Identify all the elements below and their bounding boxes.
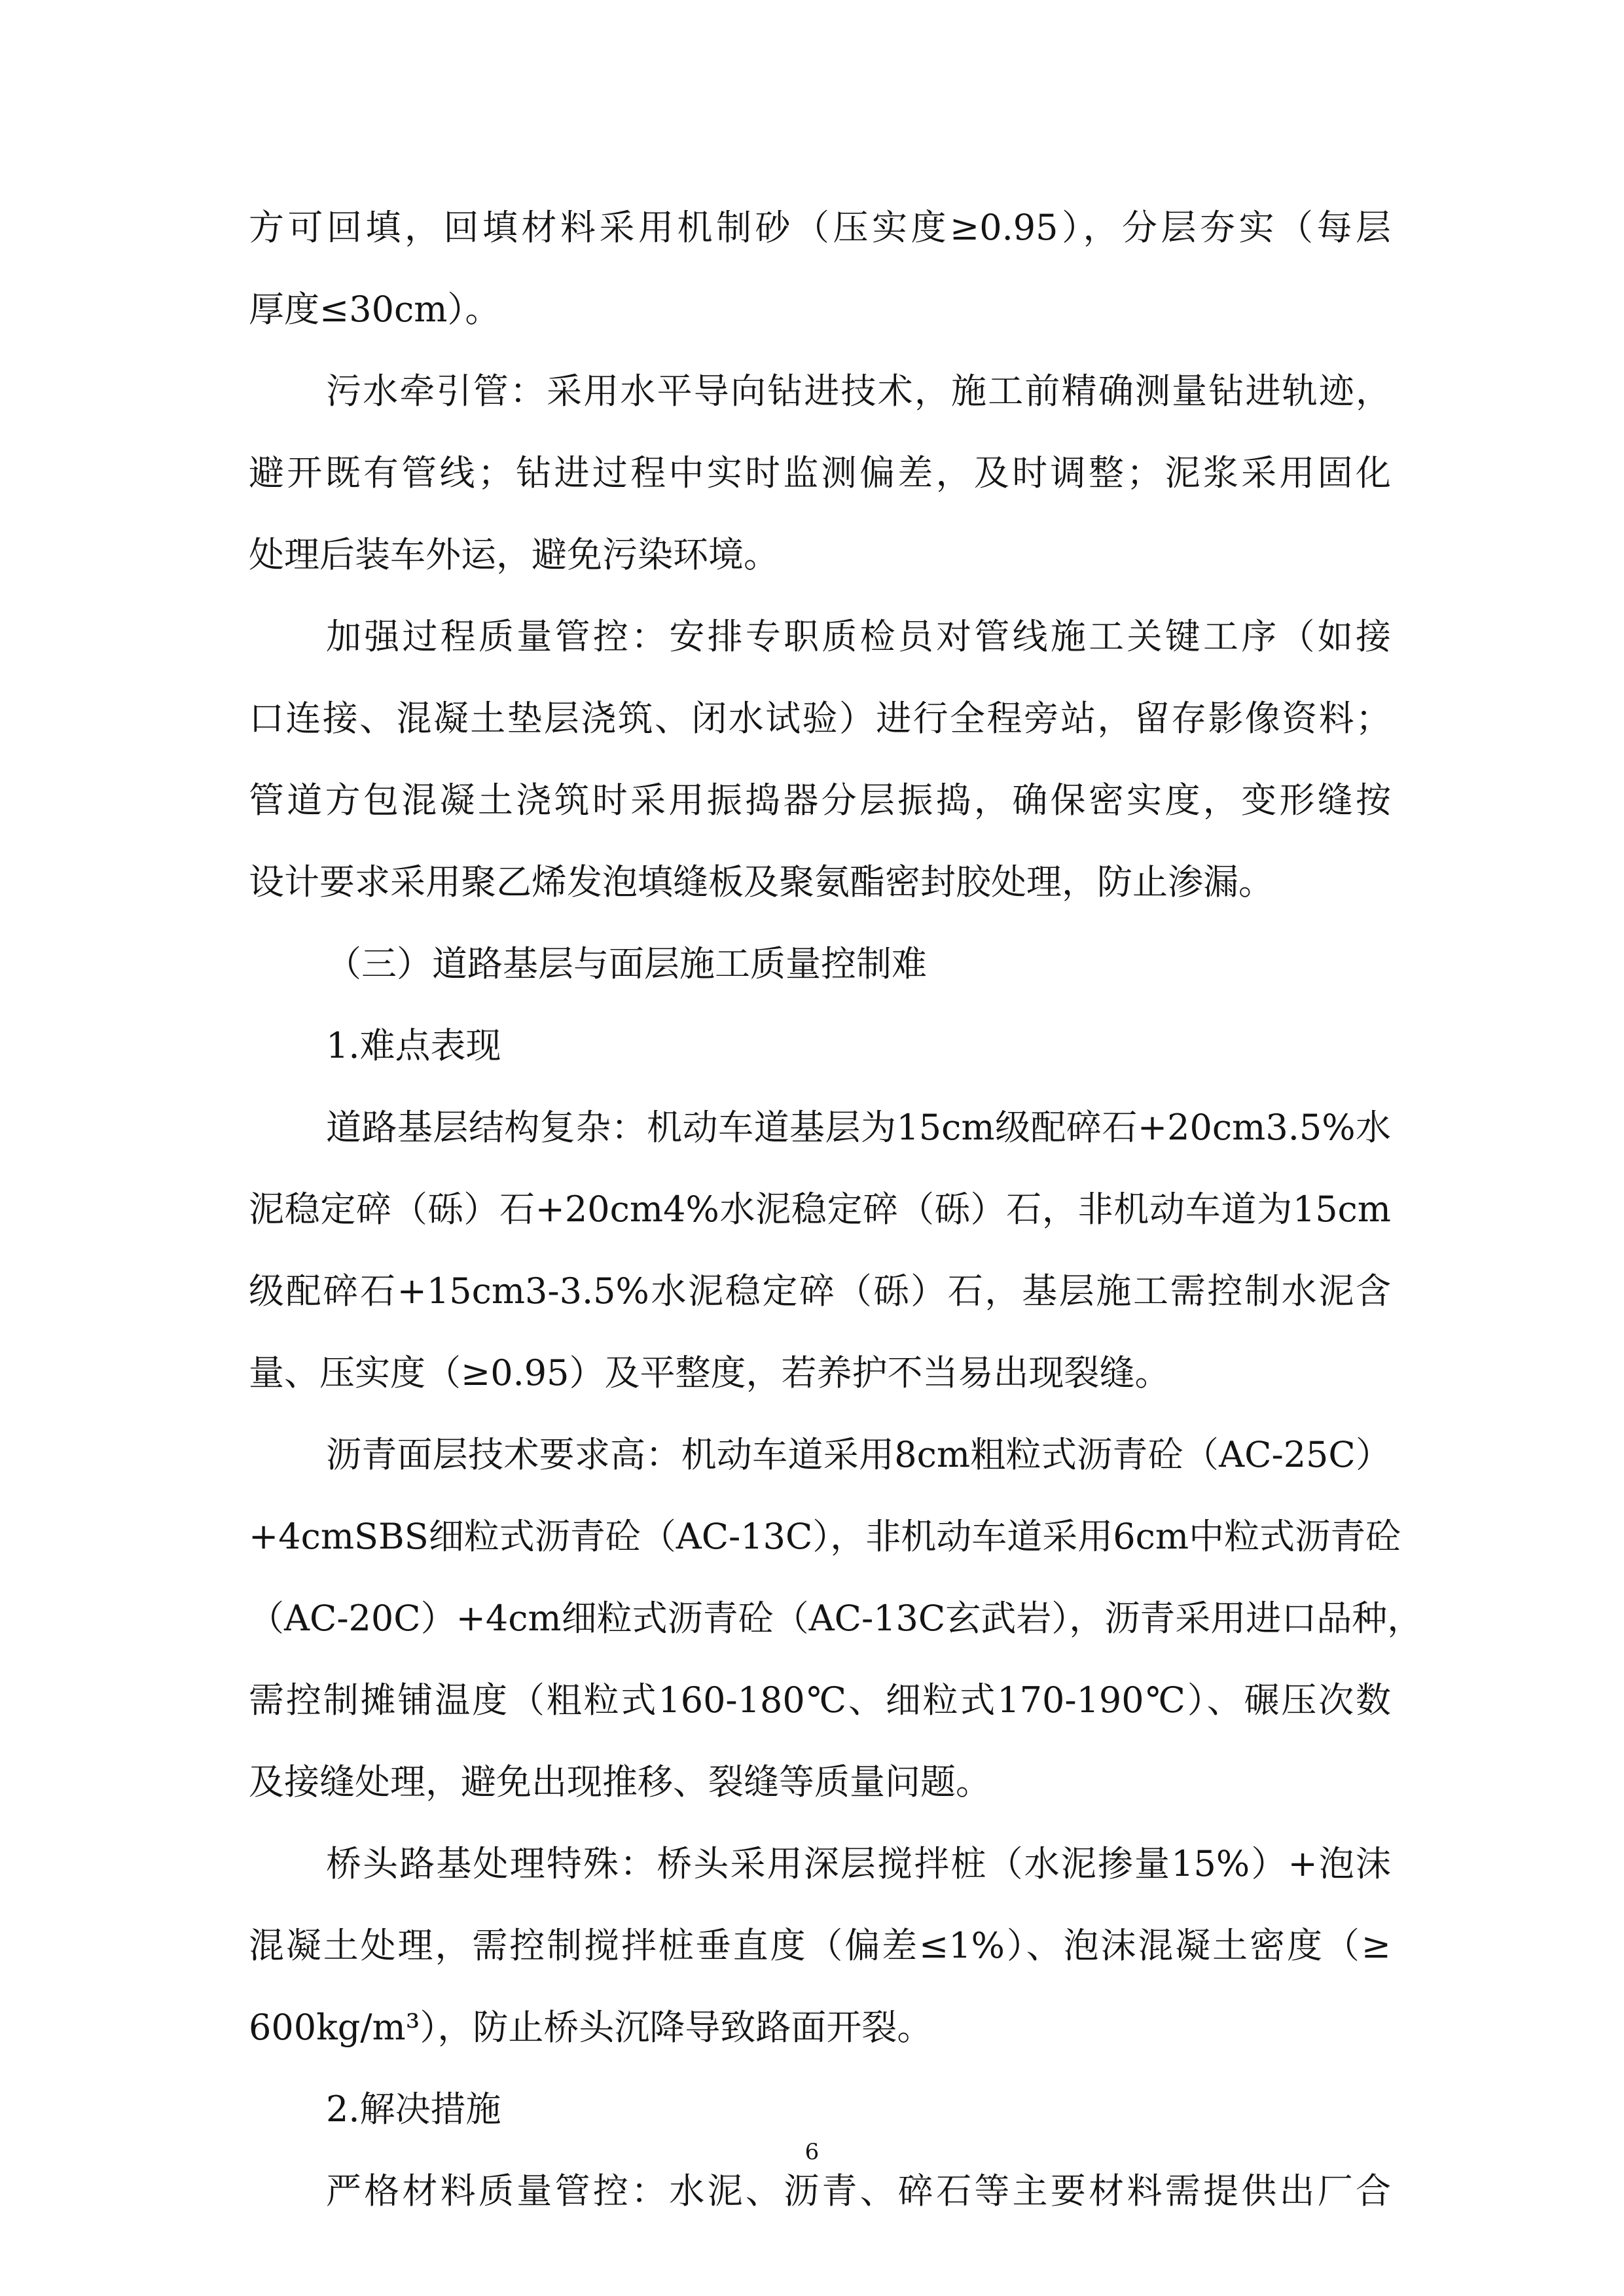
text-line: 口连接、混凝土垫层浇筑、闭水试验）进行全程旁站，留存影像资料； bbox=[249, 698, 1391, 739]
text-line: 桥头路基处理特殊：桥头采用深层搅拌桩（水泥掺量15%）+泡沫 bbox=[326, 1843, 1391, 1884]
text-line: 需控制摊铺温度（粗粒式160-180℃、细粒式170-190℃）、碾压次数 bbox=[249, 1679, 1391, 1721]
text-line: 及接缝处理，避免出现推移、裂缝等质量问题。 bbox=[249, 1761, 991, 1803]
text-line: 加强过程质量管控：安排专职质检员对管线施工关键工序（如接 bbox=[326, 616, 1391, 657]
text-line: 严格材料质量管控：水泥、沥青、碎石等主要材料需提供出厂合 bbox=[326, 2170, 1391, 2212]
text-line: 方可回填，回填材料采用机制砂（压实度≥0.95），分层夯实（每层 bbox=[249, 207, 1391, 248]
text-line: 厚度≤30cm）。 bbox=[249, 289, 501, 330]
text-line: 量、压实度（≥0.95）及平整度，若养护不当易出现裂缝。 bbox=[249, 1352, 1170, 1393]
subsection-heading: 2.解决措施 bbox=[326, 2089, 501, 2130]
body-text bbox=[249, 187, 1423, 2232]
section-heading: （三）道路基层与面层施工质量控制难 bbox=[326, 943, 927, 984]
text-line: 级配碎石+15cm3-3.5%水泥稳定碎（砾）石，基层施工需控制水泥含 bbox=[249, 1270, 1391, 1312]
text-line: 避开既有管线；钻进过程中实时监测偏差，及时调整；泥浆采用固化 bbox=[249, 452, 1391, 493]
text-line: 设计要求采用聚乙烯发泡填缝板及聚氨酯密封胶处理，防止渗漏。 bbox=[249, 861, 1274, 903]
text-line: 道路基层结构复杂：机动车道基层为15cm级配碎石+20cm3.5%水 bbox=[326, 1107, 1391, 1148]
text-line: 600kg/m³），防止桥头沉降导致路面开裂。 bbox=[249, 2007, 933, 2048]
subsection-heading: 1.难点表现 bbox=[326, 1025, 501, 1066]
text-line: +4cmSBS细粒式沥青砼（AC-13C），非机动车道采用6cm中粒式沥青砼 bbox=[249, 1516, 1401, 1557]
text-line: （AC-20C）+4cm细粒式沥青砼（AC-13C玄武岩），沥青采用进口品种， bbox=[249, 1598, 1423, 1639]
text-line: 管道方包混凝土浇筑时采用振捣器分层振捣，确保密实度，变形缝按 bbox=[249, 780, 1391, 821]
text-line: 污水牵引管：采用水平导向钻进技术，施工前精确测量钻进轨迹， bbox=[326, 370, 1391, 412]
text-line: 泥稳定碎（砾）石+20cm4%水泥稳定碎（砾）石，非机动车道为15cm bbox=[249, 1189, 1391, 1230]
text-line: 沥青面层技术要求高：机动车道采用8cm粗粒式沥青砼（AC-25C） bbox=[326, 1434, 1391, 1475]
text-line: 处理后装车外运，避免污染环境。 bbox=[249, 534, 779, 575]
text-line: 混凝土处理，需控制搅拌桩垂直度（偏差≤1%）、泡沫混凝土密度（≥ bbox=[249, 1925, 1391, 1966]
page-number: 6 bbox=[804, 2139, 820, 2165]
